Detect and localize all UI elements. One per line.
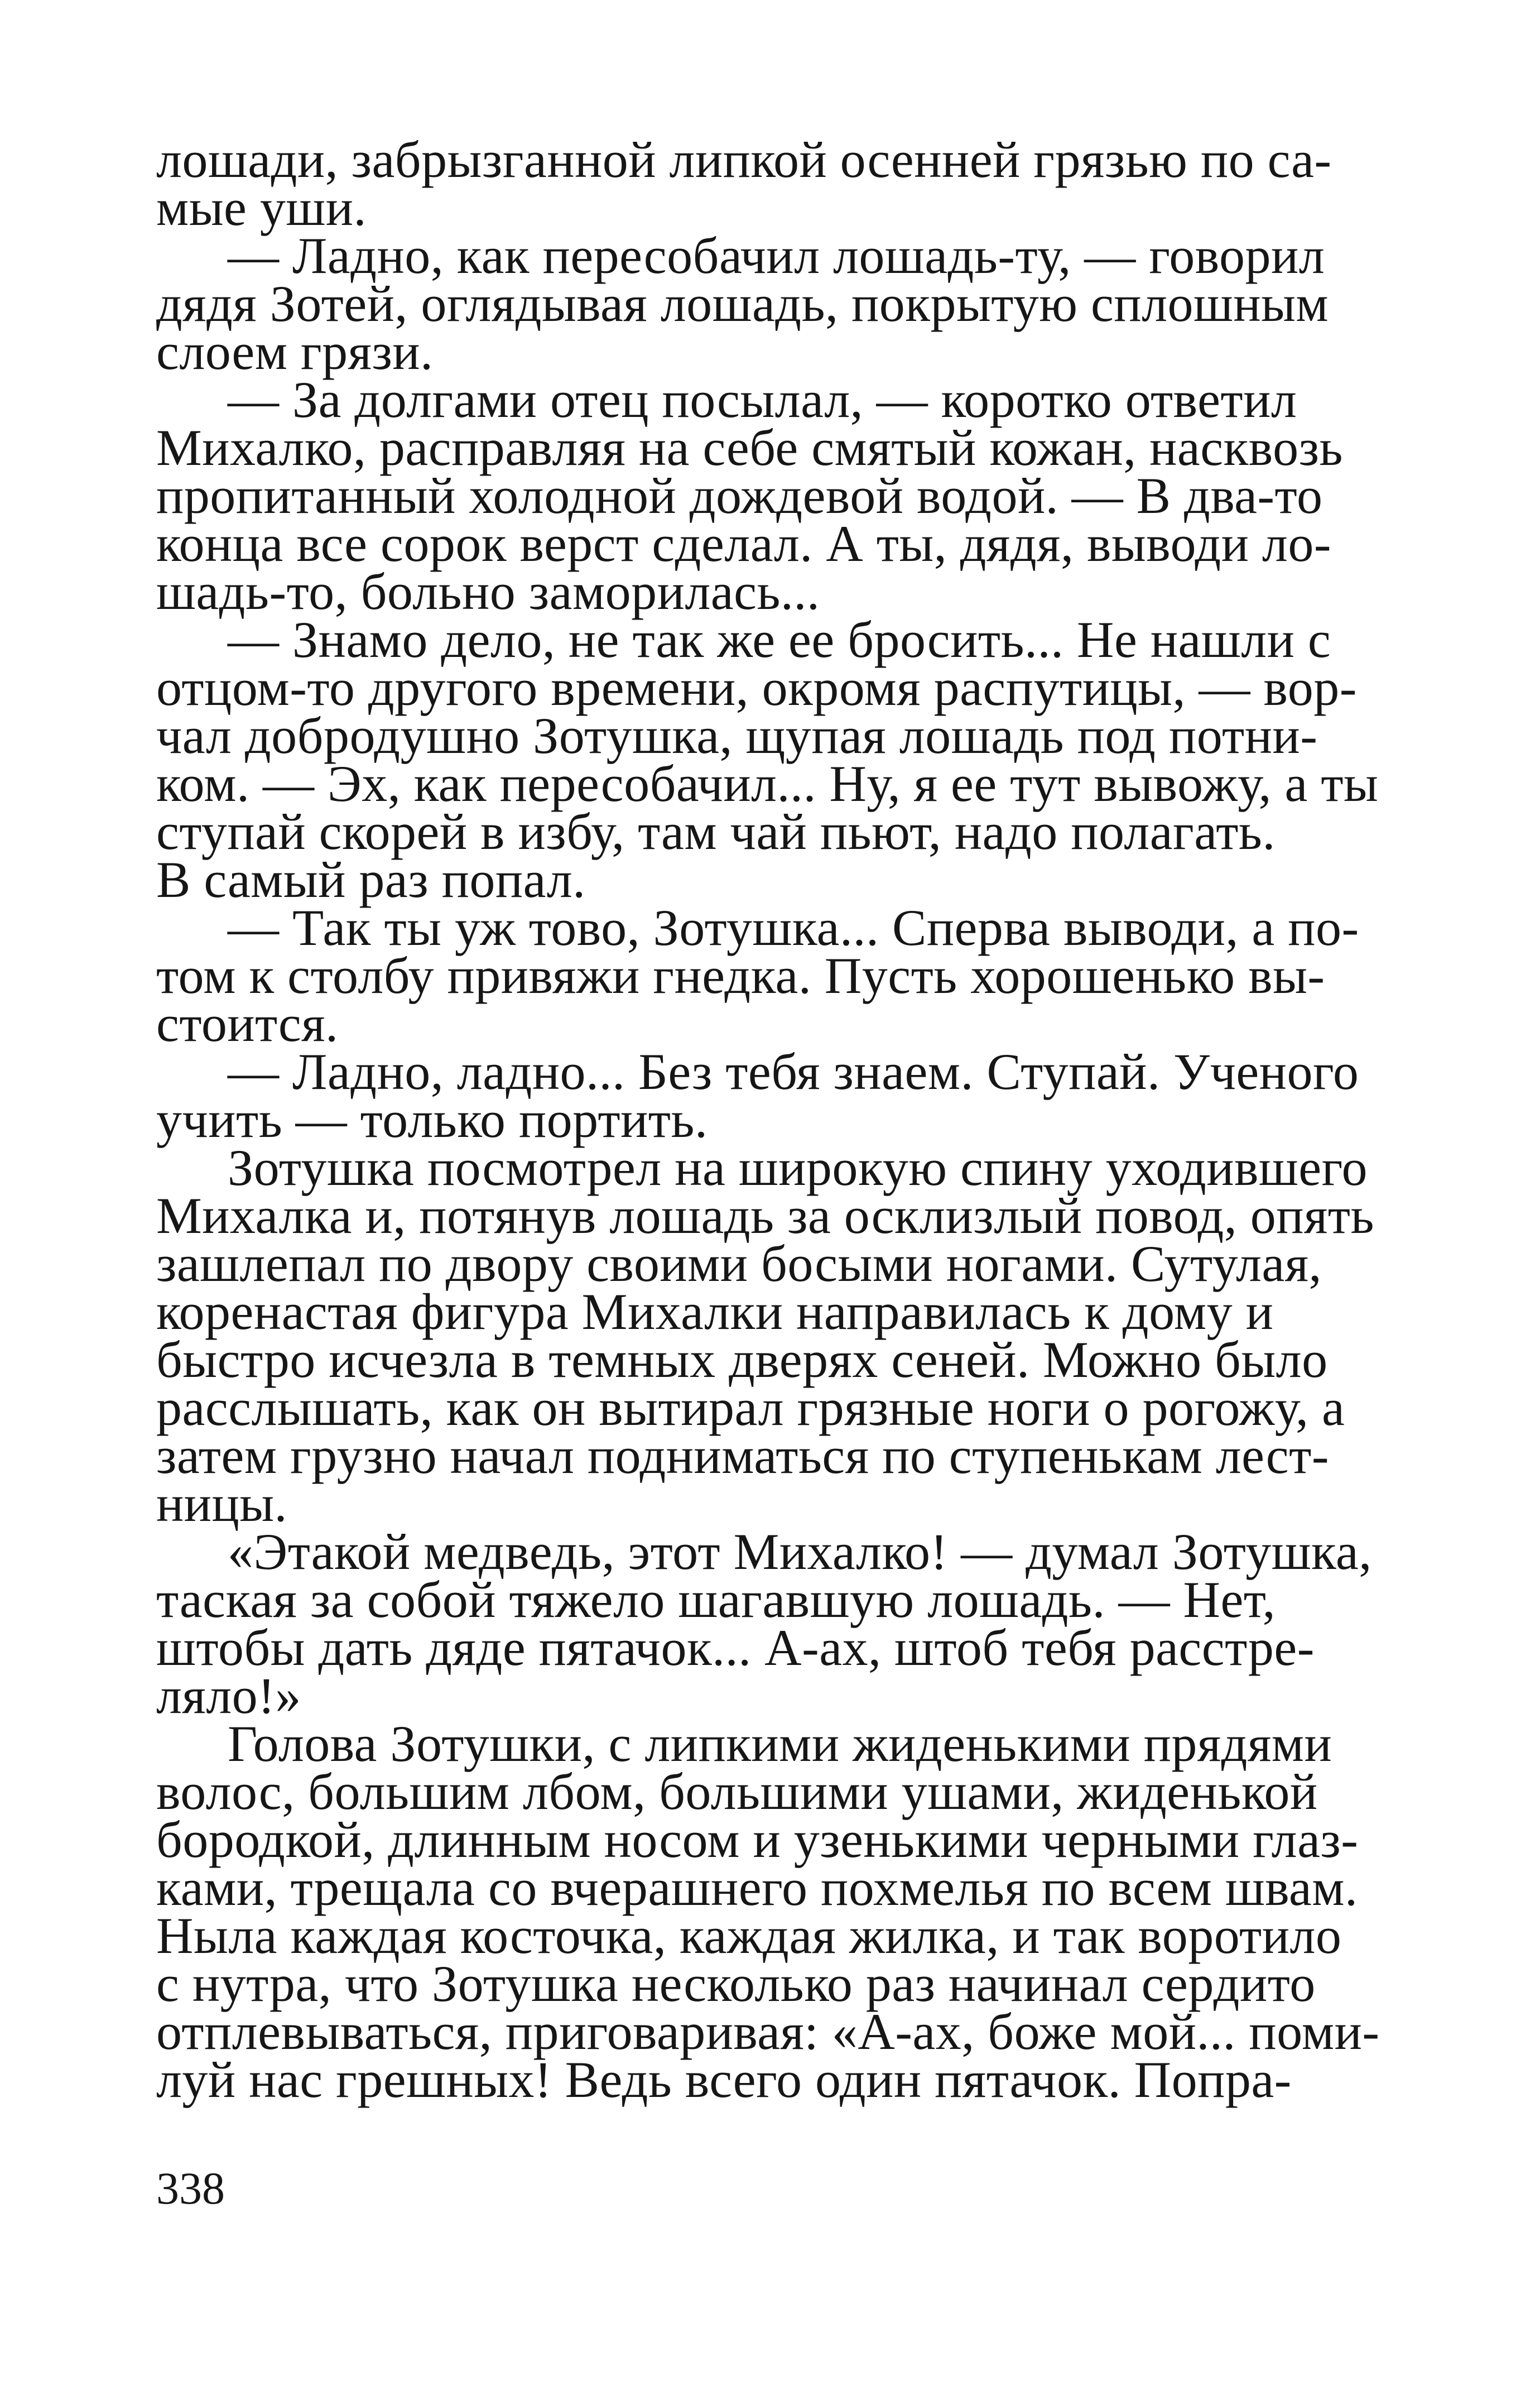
text-line-10: шадь-то, больно заморилась...	[156, 563, 820, 620]
text-line-16: В самый раз попал.	[156, 851, 586, 908]
text-line-8: пропитанный холодной дождевой водой. — В два-то	[156, 467, 1323, 524]
text-line-5: слоем грязи.	[156, 323, 434, 380]
text-line-31: таская за собой тяжело шагавшую лошадь. — Нет,	[156, 1571, 1276, 1628]
book-page	[156, 131, 1401, 2339]
text-line-30: «Этакой медведь, этот Михалко! — думал Зотушка,	[228, 1523, 1372, 1580]
text-line-29: ницы.	[156, 1475, 288, 1532]
text-line-4: дядя Зотей, оглядывая лошадь, покрытую сплошным	[156, 275, 1329, 332]
text-line-35: волос, большим лбом, большими ушами, жиденькой	[156, 1763, 1318, 1820]
text-line-9: конца все сорок верст сделал. А ты, дядя, выводи ло-	[156, 515, 1331, 572]
text-line-33: ляло!»	[156, 1667, 301, 1724]
text-line-27: расслышать, как он вытирал грязные ноги о рогожу, а	[156, 1379, 1345, 1436]
text-line-21: учить — только портить.	[156, 1091, 708, 1148]
text-line-6: — За долгами отец посылал, — коротко ответил	[228, 371, 1297, 428]
text-line-22: Зотушка посмотрел на широкую спину уходившего	[228, 1139, 1368, 1196]
text-line-38: Ныла каждая косточка, каждая жилка, и так воротило	[156, 1907, 1342, 1964]
text-line-34: Голова Зотушки, с липкими жиденькими прядями	[228, 1715, 1332, 1772]
text-line-26: быстро исчезла в темных дверях сеней. Можно было	[156, 1331, 1328, 1388]
text-line-1: лошади, забрызганной липкой осенней грязью по са-	[156, 131, 1332, 188]
text-line-17: — Так ты уж тово, Зотушка... Сперва выводи, а по-	[228, 899, 1359, 956]
page-number: 338	[156, 2163, 225, 2214]
text-line-19: стоится.	[156, 995, 339, 1052]
text-line-32: штобы дать дяде пятачок... А-ах, штоб тебя расстре-	[156, 1619, 1315, 1676]
text-line-24: зашлепал по двору своими босыми ногами. Сутулая,	[156, 1235, 1322, 1292]
text-line-18: том к столбу привяжи гнедка. Пусть хорошенько вы-	[156, 947, 1325, 1004]
text-line-15: ступай скорей в избу, там чай пьют, надо полагать.	[156, 803, 1276, 860]
text-line-28: затем грузно начал подниматься по ступенькам лест-	[156, 1427, 1329, 1484]
text-line-12: отцом-то другого времени, окромя распутицы, — вор-	[156, 659, 1357, 716]
text-line-40: отплевываться, приговаривая: «А-ах, боже мой... поми-	[156, 2003, 1380, 2060]
text-line-36: бородкой, длинным носом и узенькими черными глаз-	[156, 1811, 1359, 1868]
text-line-13: чал добродушно Зотушка, щупая лошадь под потни-	[156, 707, 1318, 764]
text-line-39: с нутра, что Зотушка несколько раз начинал сердито	[156, 1955, 1316, 2012]
text-line-41: луй нас грешных! Ведь всего один пятачок. Попра-	[156, 2051, 1292, 2108]
text-line-37: ками, трещала со вчерашнего похмелья по всем швам.	[156, 1859, 1358, 1916]
text-line-23: Михалка и, потянув лошадь за осклизлый повод, опять	[156, 1187, 1374, 1244]
text-line-25: коренастая фигура Михалки направилась к дому и	[156, 1283, 1274, 1340]
text-line-20: — Ладно, ладно... Без тебя знаем. Ступай. Ученого	[228, 1043, 1359, 1100]
text-line-14: ком. — Эх, как пересобачил... Ну, я ее тут вывожу, а ты	[156, 755, 1379, 812]
text-line-7: Михалко, расправляя на себе смятый кожан, насквозь	[156, 419, 1343, 476]
text-line-11: — Знамо дело, не так же ее бросить... Не нашли с	[228, 611, 1331, 668]
text-line-2: мые уши.	[156, 179, 367, 236]
text-line-3: — Ладно, как пересобачил лошадь-ту, — говорил	[228, 227, 1325, 284]
